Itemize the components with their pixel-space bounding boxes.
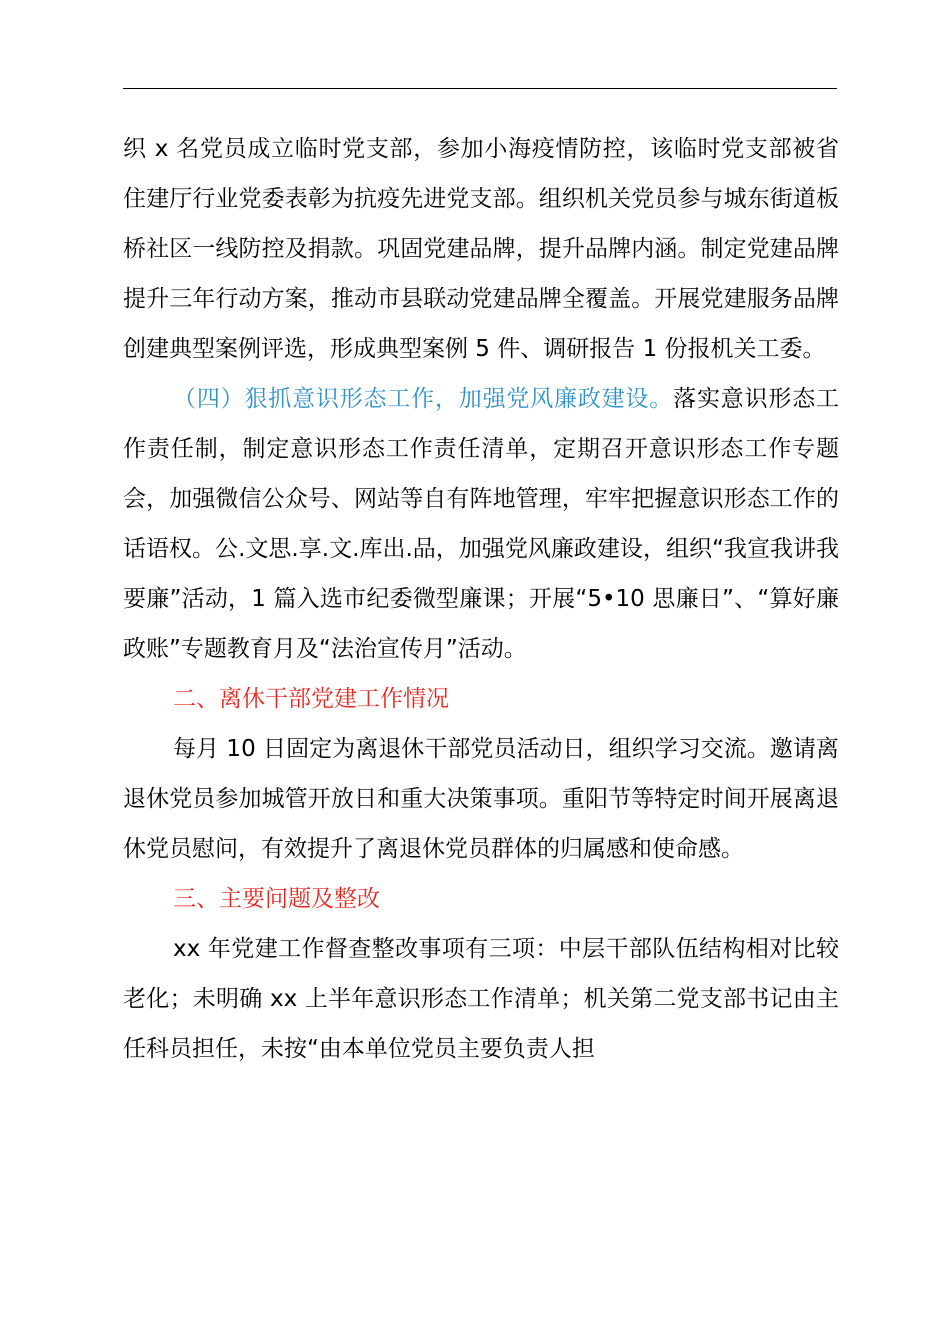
section-heading-problems: 三、主要问题及整改 [173,886,380,912]
paragraph-retired-cadres: 每月 10 日固定为离退休干部党员活动日，组织学习交流。邀请离退休党员参加城管开放日和重大决策事项。重阳节等特定时间开展离退休党员慰问，有效提升了离退休党员群体的归属感和使命感。 [123,736,839,862]
paragraph-ideology-text: 落实意识形态工作责任制，制定意识形态工作责任清单，定期召开意识形态工作专题会，加强微信公众号、网站等自有阵地管理，牢牢把握意识形态工作的话语权。公.文思.享.文.库出.品，加强党风廉政建设，组织“我宣我讲我要廉”活动，1 篇入选市纪委微型廉课；开展“5•10 思廉日”、“算好廉政账”专题教育月及“法治宣传月”活动。 [123,386,840,662]
paragraph-problems: xx 年党建工作督查整改事项有三项：中层干部队伍结构相对比较老化；未明确 xx 上半年意识形态工作清单；机关第二党支部书记由主任科员担任，未按“由本单位党员主要负责人担 [123,936,839,1062]
section-heading-retired-cadres: 二、离休干部党建工作情况 [173,686,449,712]
subheading-ideology: （四）狠抓意识形态工作，加强党风廉政建设。 [173,386,674,412]
document-body [123,124,839,1074]
paragraph-ideology [123,374,839,674]
header-rule [123,88,837,89]
paragraph-continued: 织 x 名党员成立临时党支部，参加小海疫情防控，该临时党支部被省住建厅行业党委表彰为抗疫先进党支部。组织机关党员参与城东街道板桥社区一线防控及捐款。巩固党建品牌，提升品牌内涵。制定党建品牌提升三年行动方案，推动市县联动党建品牌全覆盖。开展党建服务品牌创建典型案例评选，形成典型案例 5 件、调研报告 1 份报机关工委。 [123,136,839,362]
